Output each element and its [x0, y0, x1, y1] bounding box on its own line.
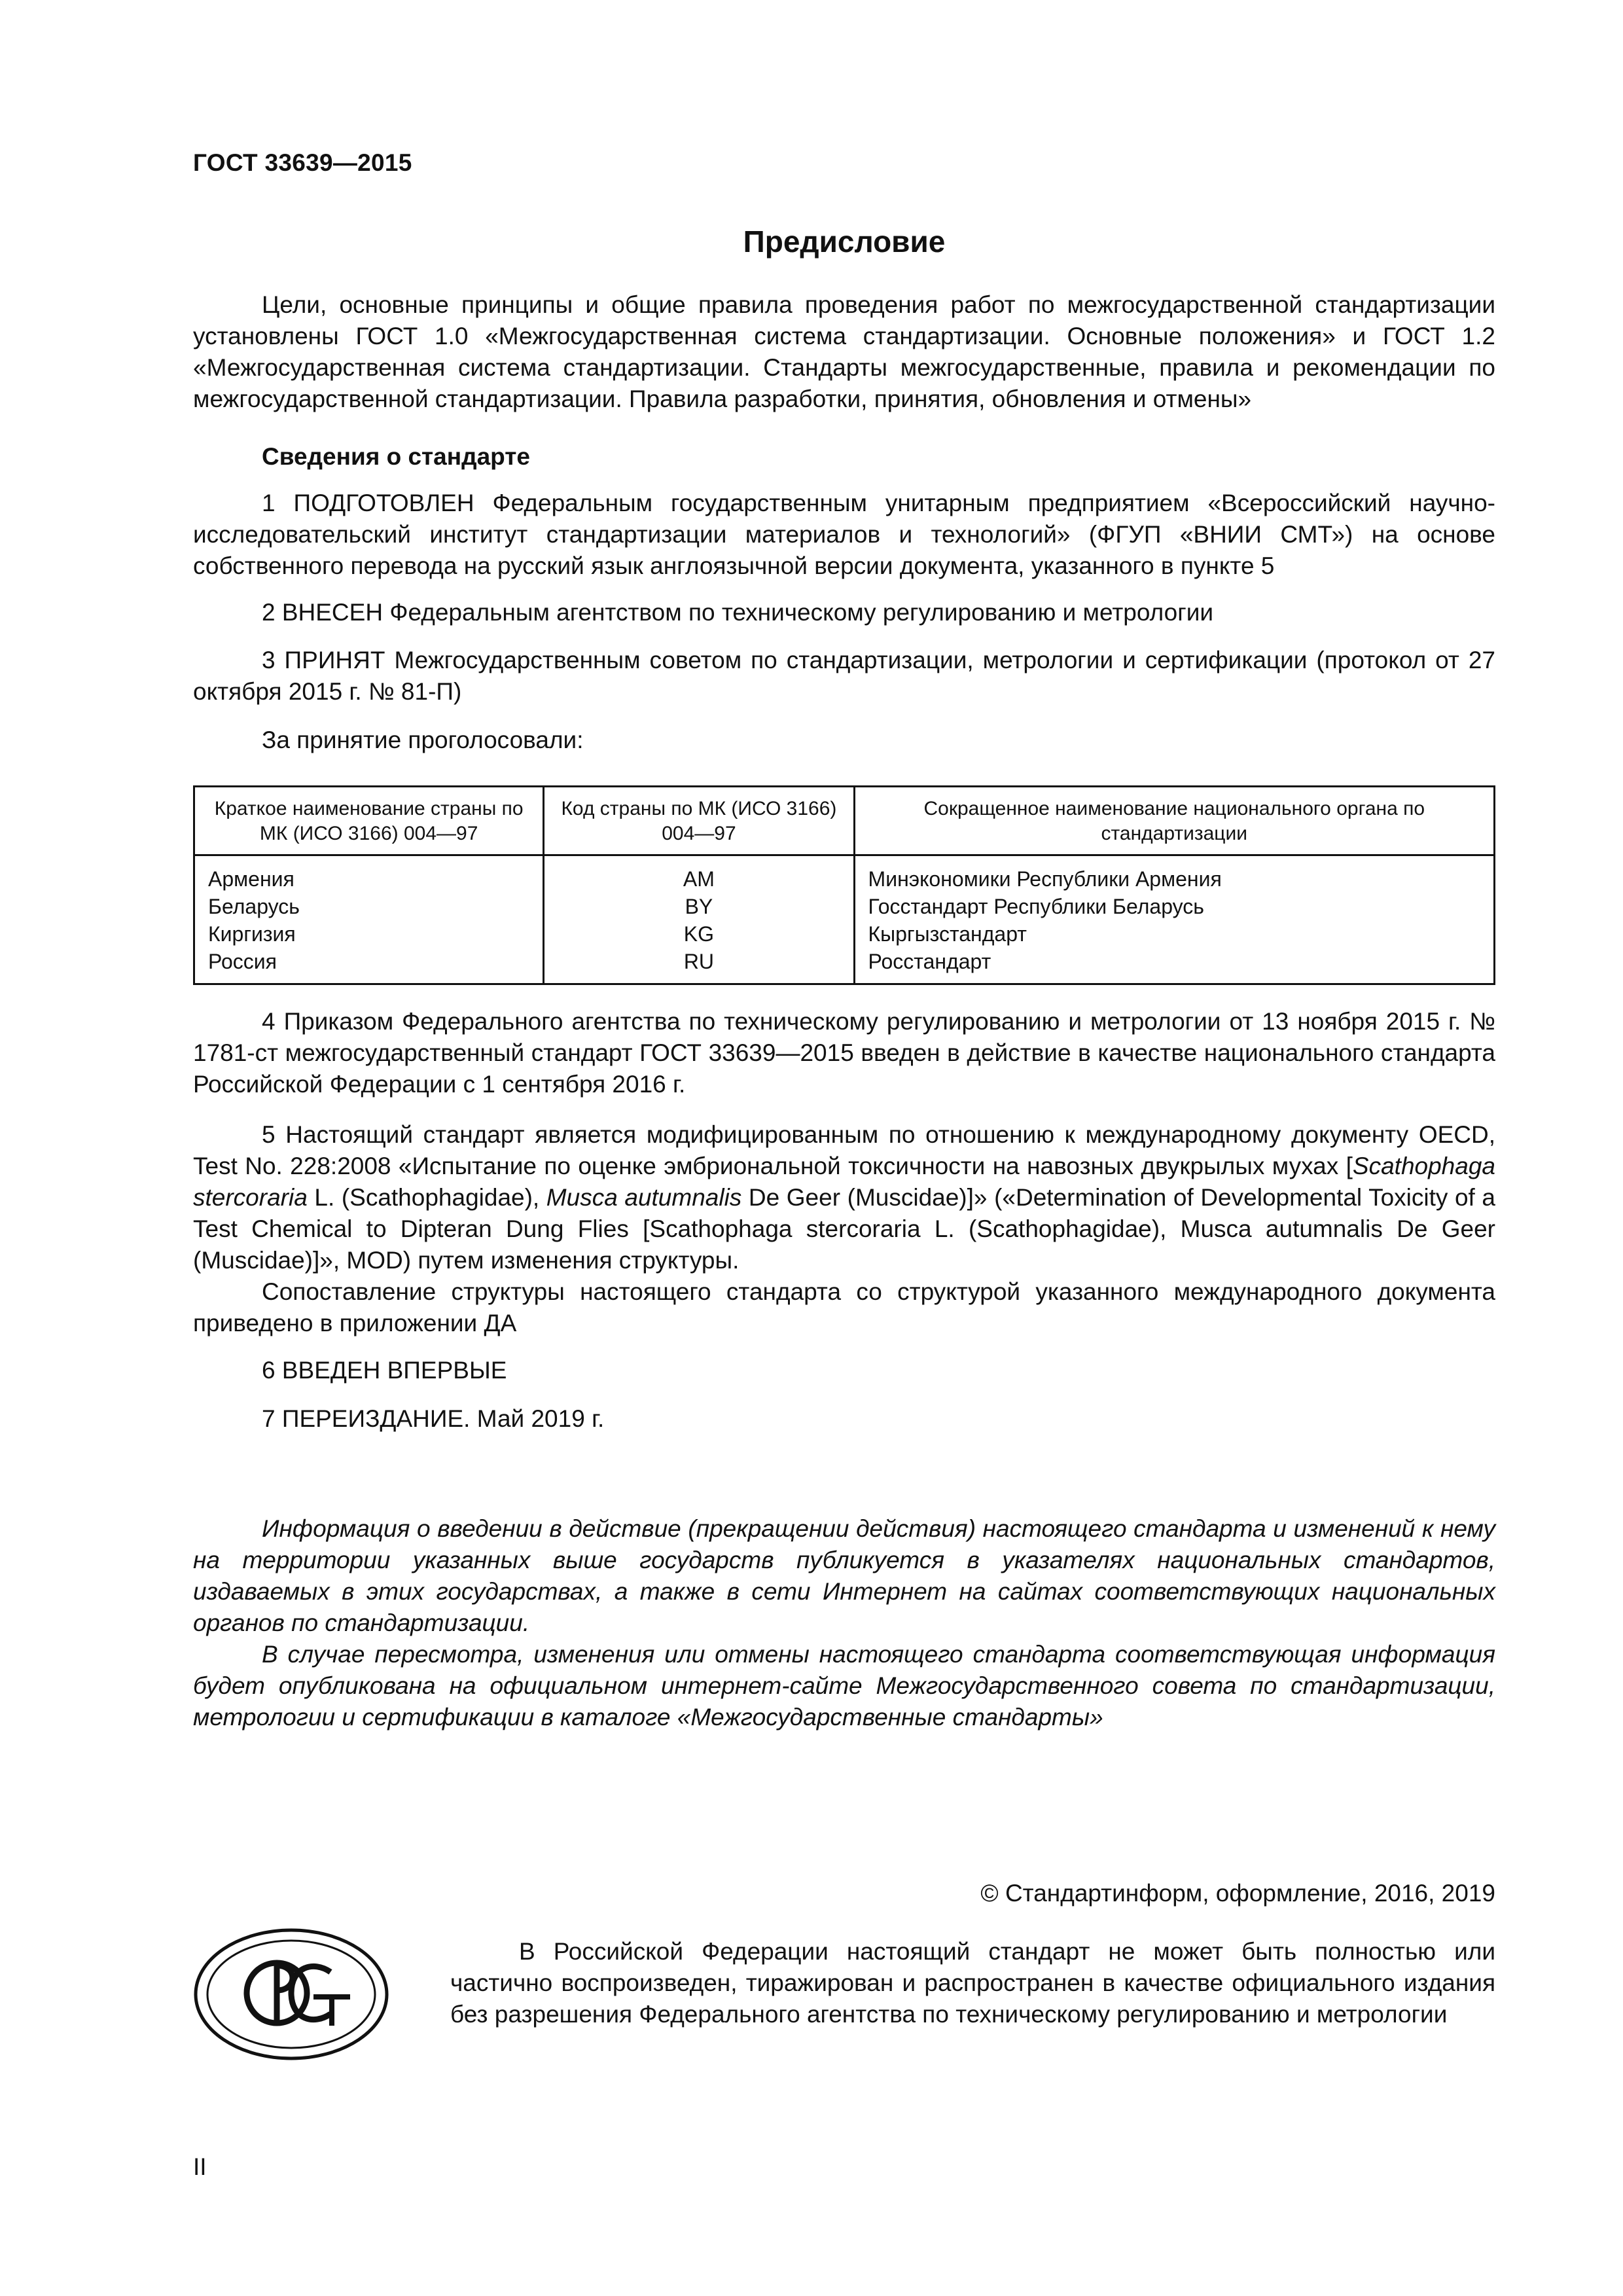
- table-header-code: Код страны по МК (ИСО 3166) 004—97: [544, 787, 854, 855]
- table-cell-country: Беларусь: [194, 893, 544, 920]
- copyright-line: © Стандартинформ, оформление, 2016, 2019: [980, 1880, 1495, 1907]
- document-page: [193, 0, 1495, 2296]
- item-5-text-b: L. (Scathophagidae),: [307, 1184, 546, 1211]
- item-5-species-1: Scathophaga stercoraria: [193, 1153, 1495, 1211]
- table-cell-country: Киргизия: [194, 920, 544, 948]
- table-row: [194, 855, 1495, 893]
- gost-r-logo-graphic: [193, 1928, 389, 2062]
- table-cell-country: Россия: [194, 948, 544, 984]
- table-row: [194, 920, 1495, 948]
- item-6-paragraph: 6 ВВЕДЕН ВПЕРВЫЕ: [262, 1357, 507, 1384]
- page-title: Предисловие: [743, 224, 946, 259]
- reproduction-rights-paragraph: В Российской Федерации настоящий стандарт не может быть полностью или частично воспроизведен, тиражирован и распространен в качестве официального издания без разрешения Федерального агентства по техническому регулированию и метрологии: [450, 1938, 1495, 2028]
- table-row: [194, 893, 1495, 920]
- table-row: [194, 948, 1495, 984]
- table-cell-body: Минэкономики Республики Армения: [854, 855, 1494, 893]
- table-header-country: Краткое наименование страны по МК (ИСО 3166) 004—97: [194, 787, 544, 855]
- table-cell-code: BY: [544, 893, 854, 920]
- table-header-body: Сокращенное наименование национального органа по стандартизации: [854, 787, 1494, 855]
- item-5-text-c: De Geer (Muscidae)]» («Determination of Developmental Toxicity of a Test Chemical to Dipteran Dung Flies [Scathophaga stercoraria L. (Scathophagidae), Musca autumnalis De Geer (Muscidae)]», MOD) путем изменения структуры.: [193, 1184, 1495, 1274]
- item-2-paragraph: 2 ВНЕСЕН Федеральным агентством по техническому регулированию и метрологии: [262, 599, 1214, 626]
- table-cell-body: Госстандарт Республики Беларусь: [854, 893, 1494, 920]
- intro-paragraph: Цели, основные принципы и общие правила проведения работ по межгосударственной стандартизации установлены ГОСТ 1.0 «Межгосударственная система стандартизации. Основные положения» и ГОСТ 1.2 «Межгосударственная система стандартизации. Стандарты межгосударственные, правила и рекомендации по межгосударственной стандартизации. Правила разработки, принятия, обновления и отмены»: [193, 291, 1495, 412]
- table-cell-code: KG: [544, 920, 854, 948]
- item-3-paragraph: 3 ПРИНЯТ Межгосударственным советом по стандартизации, метрологии и сертификации (протокол от 27 октября 2015 г. № 81-П): [193, 647, 1495, 705]
- item-1-paragraph: 1 ПОДГОТОВЛЕН Федеральным государственным унитарным предприятием «Всероссийский научно-исследовательский институт стандартизации материалов и технологий» (ФГУП «ВНИИ СМТ») на основе собственного перевода на русский язык англоязычной версии документа, указанного в пункте 5: [193, 490, 1495, 579]
- table-header-row: [194, 787, 1495, 855]
- item-5-paragraph: [193, 1119, 1495, 1276]
- document-code: ГОСТ 33639—2015: [193, 149, 412, 176]
- table-cell-code: AM: [544, 855, 854, 893]
- item-4-paragraph: 4 Приказом Федерального агентства по техническому регулированию и метрологии от 13 ноября 2015 г. № 1781-ст межгосударственный стандарт ГОСТ 33639—2015 введен в действие в качестве национального стандарта Российской Федерации с 1 сентября 2016 г.: [193, 1008, 1495, 1098]
- vote-intro: За принятие проголосовали:: [262, 726, 584, 753]
- notice-paragraph-2: В случае пересмотра, изменения или отмены настоящего стандарта соответствующая информация будет опубликована на официальном интернет-сайте Межгосударственного совета по стандартизации, метрологии и сертификации в каталоге «Межгосударственные стандарты»: [193, 1641, 1495, 1731]
- gost-r-logo-icon: [193, 1928, 389, 2062]
- table-cell-body: Росстандарт: [854, 948, 1494, 984]
- item-5-species-2: Musca autumnalis: [546, 1184, 742, 1211]
- table-cell-country: Армения: [194, 855, 544, 893]
- about-standard-heading: Сведения о стандарте: [262, 443, 530, 470]
- page-number: II: [193, 2153, 207, 2180]
- item-7-paragraph: 7 ПЕРЕИЗДАНИЕ. Май 2019 г.: [262, 1405, 605, 1432]
- notice-paragraph-1: Информация о введении в действие (прекращении действия) настоящего стандарта и изменений к нему на территории указанных выше государств публикуется в указателях национальных стандартов, издаваемых в этих государствах, а также в сети Интернет на сайтах соответствующих национальных органов по стандартизации.: [193, 1515, 1495, 1636]
- item-5-text-a: 5 Настоящий стандарт является модифицированным по отношению к международному документу OECD, Test No. 228:2008 «Испытание по оценке эмбриональной токсичности на навозных двукрылых мухах [: [193, 1121, 1495, 1179]
- item-5-comparison-paragraph: Сопоставление структуры настоящего стандарта со структурой указанного международного документа приведено в приложении ДА: [193, 1278, 1495, 1336]
- table-cell-code: RU: [544, 948, 854, 984]
- voting-countries-table: [193, 785, 1495, 985]
- table-cell-body: Кыргызстандарт: [854, 920, 1494, 948]
